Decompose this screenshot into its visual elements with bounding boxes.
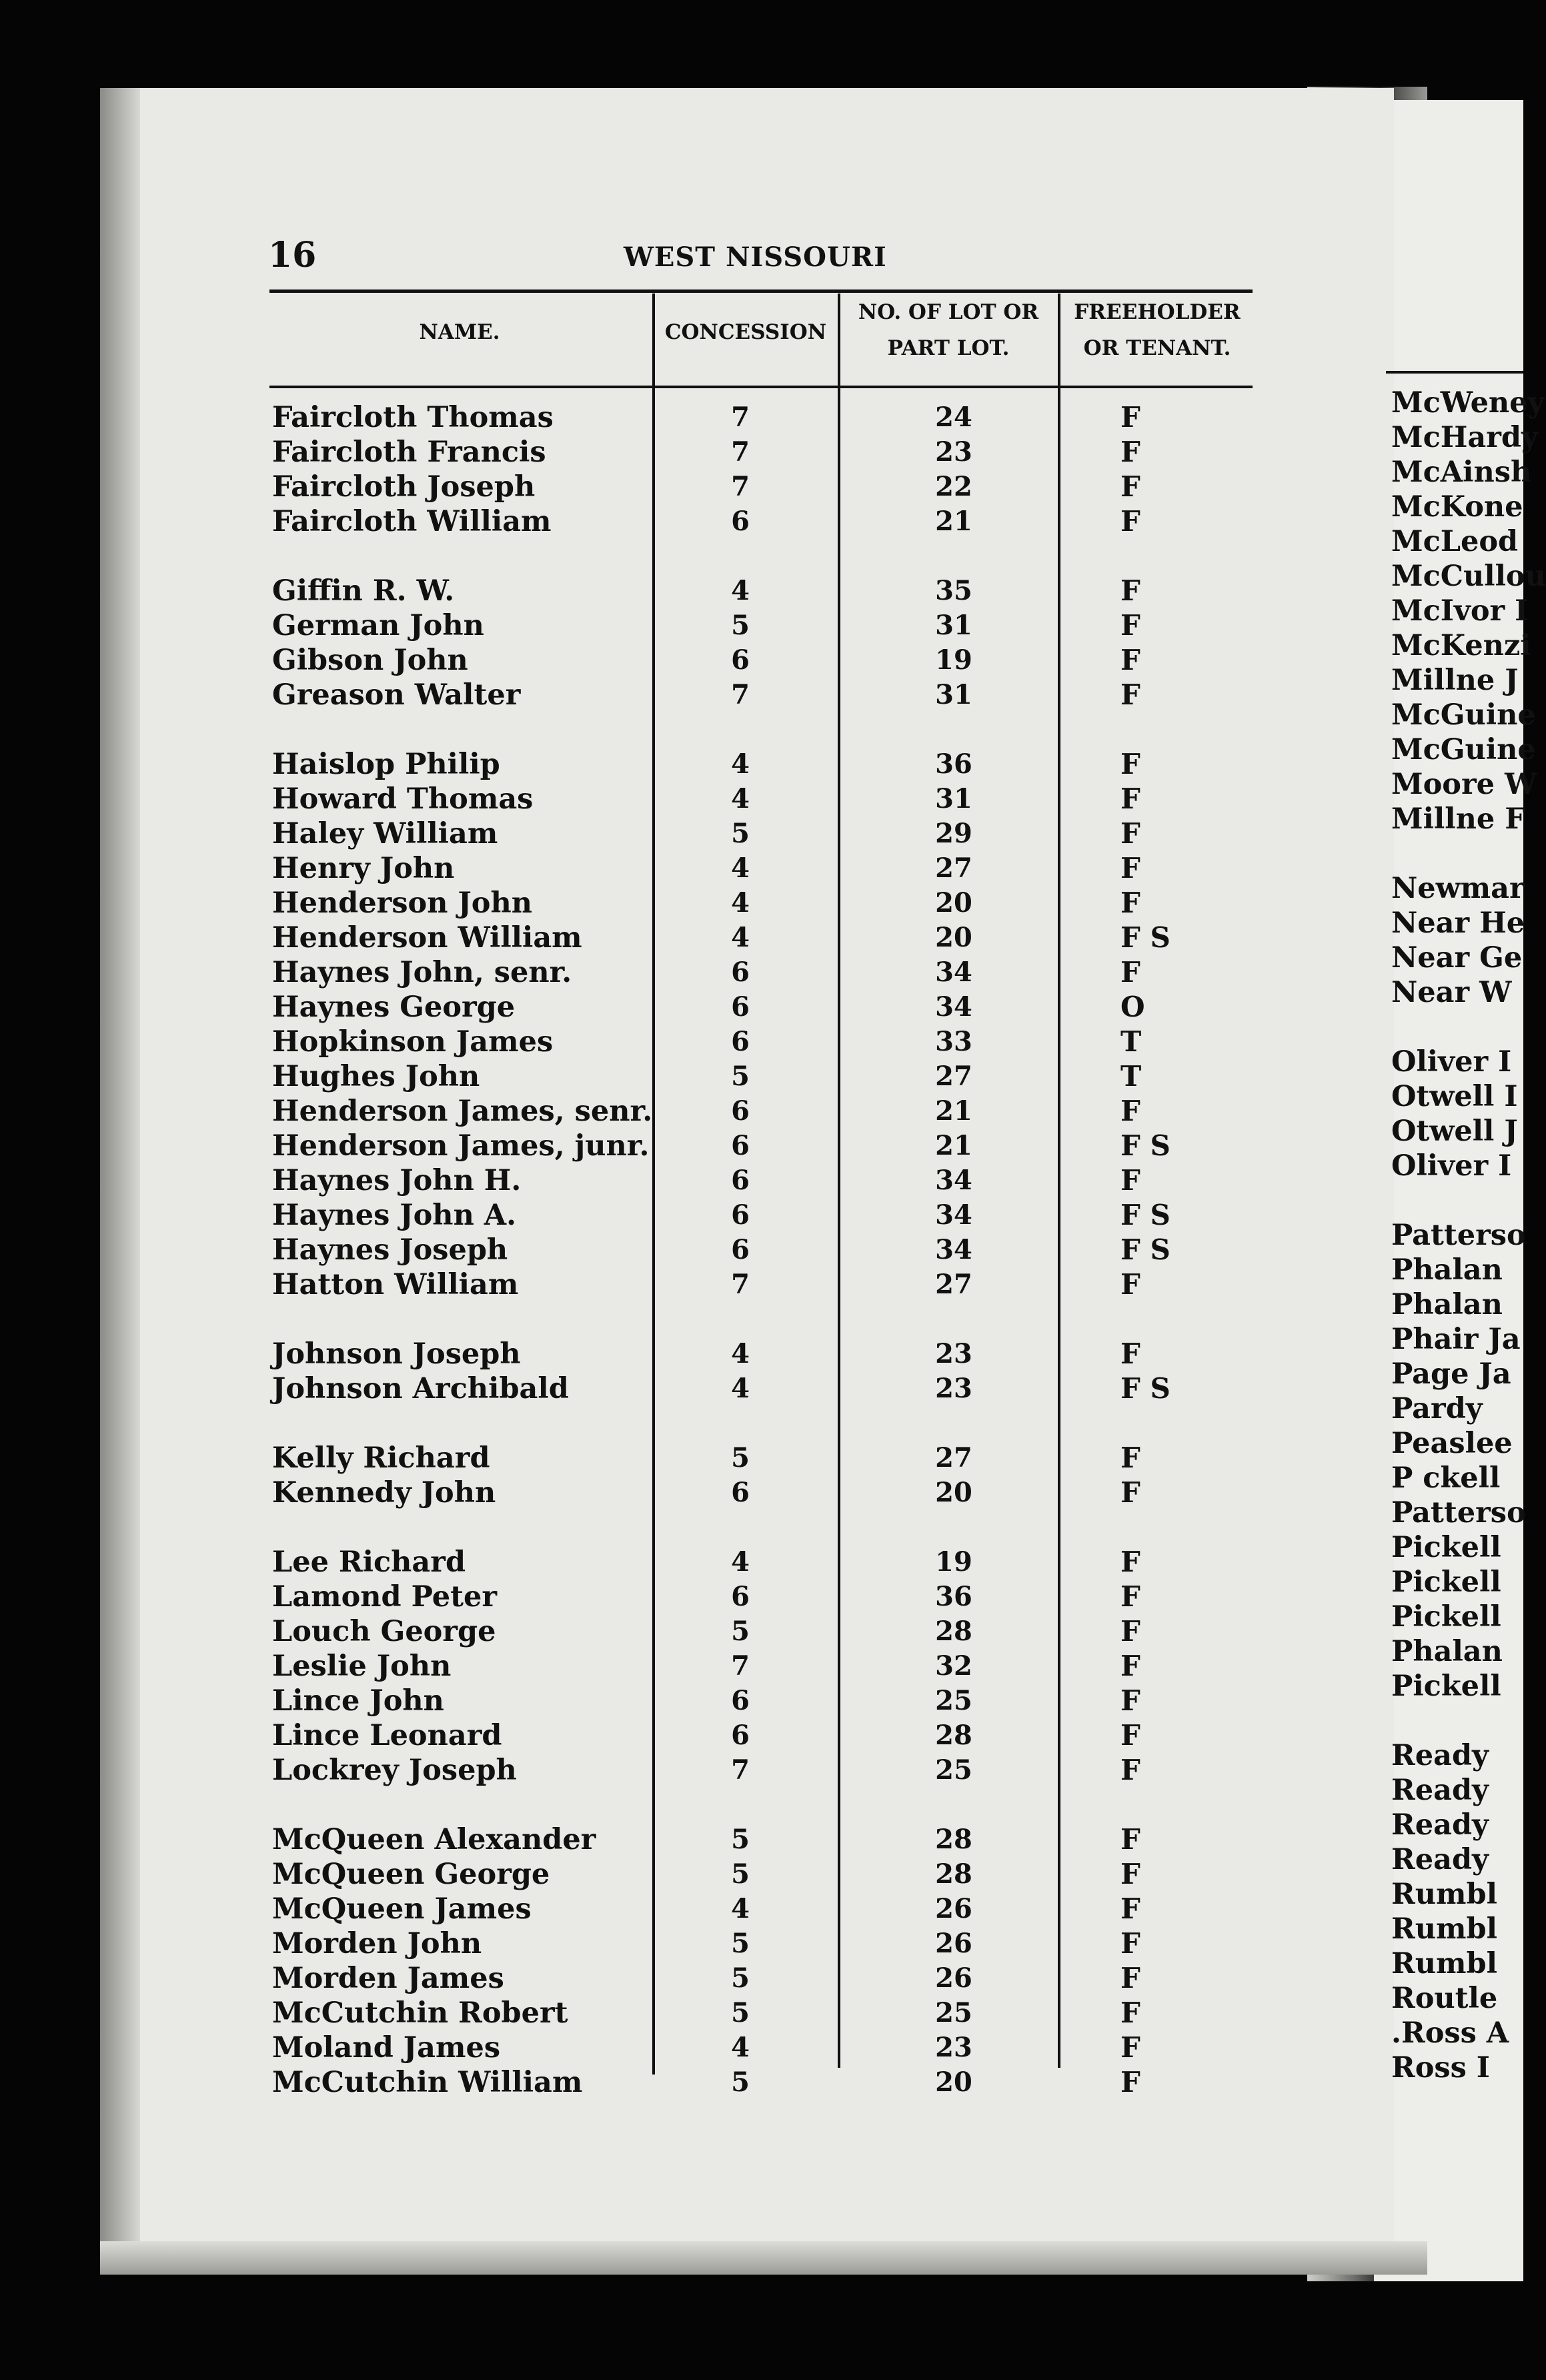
table-row — [0, 1198, 1523, 1233]
table-row — [0, 816, 1523, 851]
table-row — [0, 1475, 1523, 1510]
entry-concession: 6 — [731, 1130, 750, 1161]
facing-page-name: Routle — [1391, 1982, 1498, 2015]
entry-name: McQueen Alexander — [272, 1823, 596, 1856]
table-row — [0, 2030, 1523, 2065]
facing-page-name: P ckell — [1391, 1461, 1501, 1495]
table-row — [0, 1441, 1523, 1475]
entry-status: F — [1120, 1823, 1140, 1856]
entry-name: Hopkinson James — [272, 1025, 554, 1059]
table-row — [0, 1614, 1523, 1649]
entry-lot: 36 — [935, 1581, 972, 1612]
entry-name: Haynes John, senr. — [272, 956, 572, 989]
entry-lot: 27 — [935, 1442, 972, 1473]
entry-lot: 20 — [935, 922, 972, 953]
facing-page-name: McCullou — [1391, 560, 1546, 593]
facing-page-name: Ready — [1391, 1843, 1489, 1876]
entry-concession: 4 — [731, 887, 750, 919]
entry-status: O — [1120, 991, 1145, 1023]
entry-lot: 21 — [935, 1130, 972, 1161]
entry-lot: 26 — [935, 1928, 972, 1959]
entry-status: F S — [1120, 1199, 1171, 1231]
entry-concession: 6 — [731, 1165, 750, 1196]
facing-page-name: Rumbl — [1391, 1878, 1497, 1911]
column-header-name: NAME. — [419, 320, 500, 344]
facing-page-name: McKone — [1391, 490, 1523, 524]
column-header-status-line1: FREEHOLDER — [1074, 300, 1241, 324]
entry-status: F S — [1120, 921, 1171, 954]
entry-lot: 27 — [935, 852, 972, 884]
entry-status: F — [1120, 886, 1140, 919]
facing-page-name: Rumbl — [1391, 1912, 1497, 1946]
entry-lot: 28 — [935, 1824, 972, 1855]
table-row — [0, 990, 1523, 1025]
entry-name: McCutchin William — [272, 2066, 583, 2099]
entry-status: F — [1120, 1684, 1140, 1717]
entry-name: Morden James — [272, 1962, 504, 1995]
table-row — [0, 1025, 1523, 1059]
table-row — [0, 643, 1523, 678]
entry-status: F — [1120, 1858, 1140, 1890]
entry-name: Haislop Philip — [272, 748, 500, 781]
entry-name: Haynes John H. — [272, 1164, 522, 1197]
table-row — [0, 1892, 1523, 1926]
header-rule-bottom — [269, 386, 1253, 388]
entry-name: Louch George — [272, 1615, 496, 1648]
entry-status: F — [1120, 852, 1140, 884]
entry-lot: 35 — [935, 575, 972, 606]
entry-status: F — [1120, 782, 1140, 815]
entry-lot: 26 — [935, 1962, 972, 1994]
table-row — [0, 504, 1523, 539]
table-row — [0, 747, 1523, 782]
entry-status: F S — [1120, 1233, 1171, 1266]
entry-name: Giffin R. W. — [272, 574, 455, 608]
table-row — [0, 1822, 1523, 1857]
facing-page-name: Patterso — [1391, 1219, 1526, 1252]
entry-concession: 5 — [731, 2066, 750, 2098]
entry-concession: 4 — [731, 1373, 750, 1404]
entry-lot: 31 — [935, 679, 972, 710]
facing-page-name: Pickell — [1391, 1670, 1501, 1703]
entry-concession: 7 — [731, 402, 750, 433]
entry-concession: 5 — [731, 610, 750, 641]
table-row — [0, 1267, 1523, 1302]
facing-page-name: McGuine — [1391, 733, 1536, 766]
entry-status: F — [1120, 644, 1140, 676]
column-header-concession: CONCESSION — [664, 320, 827, 344]
entry-concession: 5 — [731, 1962, 750, 1994]
entry-status: F — [1120, 609, 1140, 642]
facing-page-name: Oliver I — [1391, 1149, 1512, 1183]
entry-name: Lince John — [272, 1684, 444, 1718]
page-bottom-edge — [100, 2241, 1427, 2275]
facing-page-name: McWeney — [1391, 386, 1545, 420]
facing-page-name: McLeod — [1391, 525, 1519, 558]
header-rule-top — [269, 289, 1253, 293]
entry-name: Haley William — [272, 817, 498, 850]
facing-page-name: Pickell — [1391, 1531, 1501, 1564]
entry-status: F — [1120, 470, 1140, 503]
entry-status: F — [1120, 1615, 1140, 1648]
table-row — [0, 2065, 1523, 2100]
table-row — [0, 1649, 1523, 1684]
facing-page-name: Ross I — [1391, 2051, 1490, 2085]
table-row — [0, 1059, 1523, 1094]
entry-name: Henderson John — [272, 886, 533, 920]
entry-lot: 28 — [935, 1720, 972, 1751]
entry-concession: 6 — [731, 506, 750, 537]
entry-concession: 4 — [731, 1546, 750, 1578]
table-row — [0, 921, 1523, 955]
facing-page-name: Pickell — [1391, 1600, 1501, 1634]
column-header-status-line2: OR TENANT. — [1083, 336, 1231, 360]
entry-name: German John — [272, 609, 484, 642]
entry-lot: 27 — [935, 1269, 972, 1300]
entry-lot: 21 — [935, 506, 972, 537]
entry-name: McQueen George — [272, 1858, 550, 1891]
column-header-lot-line2: PART LOT. — [887, 336, 1010, 360]
entry-lot: 20 — [935, 1477, 972, 1508]
entry-status: T — [1120, 1060, 1142, 1093]
entry-concession: 4 — [731, 748, 750, 780]
entry-lot: 25 — [935, 1754, 972, 1786]
table-row — [0, 1094, 1523, 1129]
entry-status: F — [1120, 436, 1140, 468]
table-row — [0, 608, 1523, 643]
facing-page-name: Near He — [1391, 907, 1525, 940]
entry-status: F — [1120, 1476, 1140, 1509]
entry-name: Lamond Peter — [272, 1580, 497, 1614]
entry-lot: 20 — [935, 887, 972, 919]
table-row — [0, 851, 1523, 886]
entry-name: Haynes George — [272, 991, 516, 1024]
facing-page-name: Ready — [1391, 1808, 1489, 1842]
facing-page-name: McHardy — [1391, 421, 1538, 454]
entry-name: Henry John — [272, 852, 455, 885]
table-row — [0, 1129, 1523, 1163]
entry-lot: 23 — [935, 1373, 972, 1404]
table-row — [0, 886, 1523, 921]
table-row — [0, 435, 1523, 470]
facing-page-name: Phalan — [1391, 1635, 1503, 1668]
entry-status: F — [1120, 401, 1140, 434]
entry-concession: 4 — [731, 852, 750, 884]
entry-lot: 23 — [935, 2032, 972, 2063]
entry-name: McCutchin Robert — [272, 1996, 568, 2030]
entry-name: Lockrey Joseph — [272, 1754, 517, 1787]
entry-concession: 7 — [731, 436, 750, 468]
entry-name: Hatton William — [272, 1268, 519, 1301]
entry-lot: 28 — [935, 1858, 972, 1890]
entry-lot: 20 — [935, 2066, 972, 2098]
table-row — [0, 1718, 1523, 1753]
facing-page-name: Rumbl — [1391, 1947, 1497, 1980]
page-number: 16 — [268, 235, 317, 275]
entry-concession: 6 — [731, 1095, 750, 1127]
facing-page-name: McKenzi — [1391, 629, 1531, 662]
table-row — [0, 1996, 1523, 2030]
entry-lot: 34 — [935, 957, 972, 988]
table-row — [0, 1163, 1523, 1198]
facing-page-name: Millne F — [1391, 802, 1525, 836]
entry-status: F — [1120, 1962, 1140, 1994]
entry-status: F — [1120, 1095, 1140, 1127]
entry-status: F — [1120, 748, 1140, 780]
entry-concession: 5 — [731, 1858, 750, 1890]
entry-status: F — [1120, 1927, 1140, 1960]
entry-concession: 6 — [731, 1234, 750, 1265]
entry-status: T — [1120, 1025, 1142, 1058]
table-row — [0, 1684, 1523, 1718]
entry-lot: 31 — [935, 610, 972, 641]
facing-page-name: Patterso — [1391, 1496, 1526, 1530]
facing-page-name: Newmar — [1391, 872, 1525, 905]
entry-lot: 32 — [935, 1650, 972, 1682]
facing-page-name: Moore W — [1391, 768, 1537, 801]
entry-concession: 4 — [731, 2032, 750, 2063]
entry-name: Henderson James, senr. — [272, 1095, 653, 1128]
table-row — [0, 1926, 1523, 1961]
facing-page-name: Near Ge — [1391, 941, 1523, 975]
facing-page-name: Phalan — [1391, 1288, 1503, 1321]
entry-status: F — [1120, 1719, 1140, 1752]
entry-lot: 26 — [935, 1893, 972, 1924]
entry-lot: 23 — [935, 436, 972, 468]
entry-name: Faircloth Thomas — [272, 401, 554, 434]
entry-status: F — [1120, 1546, 1140, 1578]
entry-concession: 7 — [731, 679, 750, 710]
entry-concession: 4 — [731, 922, 750, 953]
table-row — [0, 782, 1523, 816]
entry-status: F — [1120, 505, 1140, 538]
entry-status: F — [1120, 574, 1140, 607]
entry-status: F — [1120, 1441, 1140, 1474]
facing-page-name: McIvor I — [1391, 594, 1529, 628]
facing-page-name: Otwell I — [1391, 1080, 1518, 1113]
entry-lot: 24 — [935, 402, 972, 433]
entry-name: Henderson William — [272, 921, 582, 955]
entry-status: F — [1120, 1754, 1140, 1786]
entry-lot: 23 — [935, 1338, 972, 1369]
entry-status: F S — [1120, 1372, 1171, 1405]
entry-name: Gibson John — [272, 644, 468, 677]
entry-name: Moland James — [272, 2031, 501, 2064]
entry-concession: 6 — [731, 1720, 750, 1751]
entry-name: Morden John — [272, 1927, 482, 1960]
entry-lot: 34 — [935, 1165, 972, 1196]
entry-status: F — [1120, 1996, 1140, 2029]
entry-lot: 36 — [935, 748, 972, 780]
facing-page-name: Near W — [1391, 976, 1512, 1009]
table-row — [0, 678, 1523, 712]
entry-lot: 19 — [935, 644, 972, 676]
facing-page-name: Phair Ja — [1391, 1323, 1521, 1356]
entry-concession: 7 — [731, 1269, 750, 1300]
table-row — [0, 1580, 1523, 1614]
facing-page-name: McGuine — [1391, 698, 1536, 732]
entry-status: F — [1120, 2066, 1140, 2099]
table-row — [0, 1961, 1523, 1996]
entry-concession: 6 — [731, 1477, 750, 1508]
entry-concession: 6 — [731, 1581, 750, 1612]
facing-page-name: Phalan — [1391, 1253, 1503, 1287]
entry-concession: 6 — [731, 1026, 750, 1057]
entry-concession: 4 — [731, 1338, 750, 1369]
facing-page-header-rule — [1386, 371, 1523, 374]
facing-page-name: Ready — [1391, 1774, 1489, 1807]
entry-name: Greason Walter — [272, 678, 521, 712]
facing-page-name: .Ross A — [1391, 2016, 1509, 2050]
entry-name: Hughes John — [272, 1060, 480, 1093]
entry-concession: 5 — [731, 1997, 750, 2028]
entry-status: F — [1120, 2031, 1140, 2064]
facing-page-name: Pardy — [1391, 1392, 1483, 1425]
entry-name: Faircloth Francis — [272, 436, 546, 469]
entry-name: Johnson Archibald — [272, 1372, 569, 1405]
entry-concession: 5 — [731, 1824, 750, 1855]
entry-lot: 33 — [935, 1026, 972, 1057]
table-row — [0, 955, 1523, 990]
entry-name: Lee Richard — [272, 1546, 466, 1579]
entry-name: Lince Leonard — [272, 1719, 502, 1752]
facing-page-name: Peaslee — [1391, 1427, 1513, 1460]
entry-concession: 6 — [731, 644, 750, 676]
facing-page-name: Millne J — [1391, 664, 1519, 697]
entry-lot: 19 — [935, 1546, 972, 1578]
entry-status: F — [1120, 678, 1140, 711]
table-row — [0, 1545, 1523, 1580]
entry-concession: 5 — [731, 1442, 750, 1473]
entry-lot: 25 — [935, 1685, 972, 1716]
entry-name: Leslie John — [272, 1650, 452, 1683]
entry-lot: 28 — [935, 1616, 972, 1647]
table-row — [0, 400, 1523, 435]
entry-status: F — [1120, 1650, 1140, 1682]
table-row — [0, 1233, 1523, 1267]
entry-status: F — [1120, 1268, 1140, 1301]
entry-concession: 5 — [731, 1616, 750, 1647]
entry-concession: 5 — [731, 1061, 750, 1092]
entry-concession: 4 — [731, 575, 750, 606]
table-row — [0, 470, 1523, 504]
entry-lot: 25 — [935, 1997, 972, 2028]
entry-concession: 5 — [731, 1928, 750, 1959]
entry-lot: 29 — [935, 818, 972, 849]
entry-name: Henderson James, junr. — [272, 1129, 650, 1163]
entry-concession: 4 — [731, 1893, 750, 1924]
entry-status: F — [1120, 1164, 1140, 1197]
entry-lot: 34 — [935, 991, 972, 1023]
table-row — [0, 1753, 1523, 1788]
running-title: WEST NISSOURI — [624, 241, 887, 273]
entry-status: F — [1120, 956, 1140, 989]
facing-page-name: Page Ja — [1391, 1357, 1511, 1391]
entry-name: McQueen James — [272, 1892, 532, 1926]
facing-page-name: McAinsh — [1391, 456, 1532, 489]
entry-lot: 34 — [935, 1234, 972, 1265]
facing-page-name: Oliver I — [1391, 1045, 1512, 1079]
column-header-lot-line1: NO. OF LOT OR — [858, 300, 1039, 324]
entry-lot: 21 — [935, 1095, 972, 1127]
entry-name: Kelly Richard — [272, 1441, 490, 1475]
entry-status: F — [1120, 1892, 1140, 1925]
entry-lot: 34 — [935, 1199, 972, 1231]
entry-concession: 5 — [731, 818, 750, 849]
entry-lot: 27 — [935, 1061, 972, 1092]
entry-lot: 22 — [935, 471, 972, 502]
facing-page-name: Otwell J — [1391, 1115, 1518, 1148]
table-row — [0, 574, 1523, 608]
entry-name: Kennedy John — [272, 1476, 496, 1510]
entry-concession: 6 — [731, 1685, 750, 1716]
entry-lot: 31 — [935, 783, 972, 814]
entry-concession: 6 — [731, 1199, 750, 1231]
facing-page-name: Ready — [1391, 1739, 1489, 1772]
entry-name: Johnson Joseph — [272, 1337, 521, 1371]
entry-name: Haynes John A. — [272, 1199, 517, 1232]
entry-status: F — [1120, 817, 1140, 850]
entry-name: Howard Thomas — [272, 782, 534, 816]
entry-concession: 7 — [731, 1754, 750, 1786]
entry-name: Haynes Joseph — [272, 1233, 508, 1267]
entry-name: Faircloth William — [272, 505, 552, 538]
entry-concession: 6 — [731, 991, 750, 1023]
entry-status: F — [1120, 1337, 1140, 1370]
entry-name: Faircloth Joseph — [272, 470, 536, 504]
entry-status: F — [1120, 1580, 1140, 1613]
entry-status: F S — [1120, 1129, 1171, 1162]
facing-page-name: Pickell — [1391, 1566, 1501, 1599]
entry-concession: 7 — [731, 1650, 750, 1682]
entry-concession: 4 — [731, 783, 750, 814]
table-row — [0, 1337, 1523, 1371]
table-row — [0, 1371, 1523, 1406]
entry-concession: 6 — [731, 957, 750, 988]
entry-concession: 7 — [731, 471, 750, 502]
table-row — [0, 1857, 1523, 1892]
